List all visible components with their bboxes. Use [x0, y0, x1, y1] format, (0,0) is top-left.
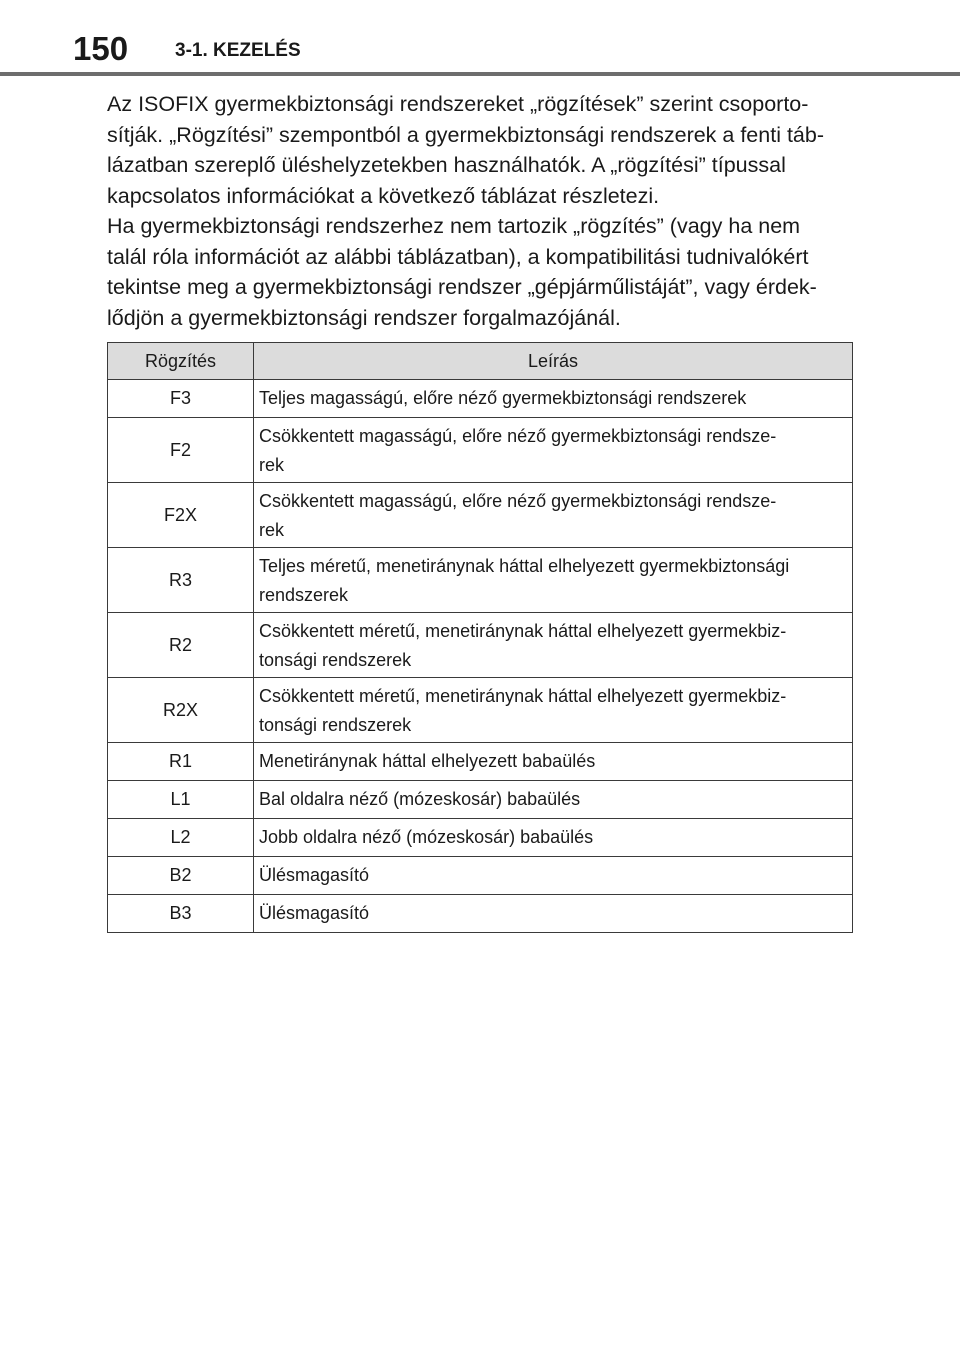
fixture-description: [254, 895, 853, 933]
table-row: [108, 743, 853, 781]
description-line: rendszerek: [259, 585, 349, 605]
fixture-code: L1: [108, 781, 254, 819]
description-line: Teljes magasságú, előre néző gyermekbiztonsági rendszerek: [259, 388, 747, 408]
description-line: tonsági rendszerek: [259, 715, 412, 735]
text-line: sítják. „Rögzítési” szempontból a gyermekbiztonsági rendszerek a fenti táb-: [107, 122, 824, 147]
fixture-description: [254, 483, 853, 548]
fixture-code: L2: [108, 819, 254, 857]
description-line: Csökkentett magasságú, előre néző gyermekbiztonsági rendsze-: [259, 491, 777, 511]
fixture-description: [254, 380, 853, 418]
table-row: [108, 613, 853, 678]
description-line: tonsági rendszerek: [259, 650, 412, 670]
description-line: Bal oldalra néző (mózeskosár) babaülés: [259, 789, 581, 809]
table-row: [108, 548, 853, 613]
fixture-code: R2: [108, 613, 254, 678]
description-line: rek: [259, 455, 285, 475]
fixture-code: B3: [108, 895, 254, 933]
fixture-code: F2X: [108, 483, 254, 548]
fixture-code: F2: [108, 418, 254, 483]
text-line: kapcsolatos információkat a következő táblázat részletezi.: [107, 183, 660, 208]
table-row: [108, 819, 853, 857]
description-line: Ülésmagasító: [259, 903, 370, 923]
column-header-description: Leírás: [254, 343, 853, 380]
page-header: [0, 0, 960, 78]
table-row: [108, 380, 853, 418]
fixture-description: [254, 857, 853, 895]
table-row: [108, 781, 853, 819]
text-line: Az ISOFIX gyermekbiztonsági rendszereket „rögzítések” szerint csoporto-: [107, 92, 809, 116]
fixture-description: [254, 743, 853, 781]
description-line: Csökkentett magasságú, előre néző gyermekbiztonsági rendsze-: [259, 426, 777, 446]
fixture-code: R2X: [108, 678, 254, 743]
text-line: lázatban szereplő üléshelyzetekben használhatók. A „rögzítési” típussal: [107, 153, 786, 177]
table-row: [108, 895, 853, 933]
description-line: Menetiránynak háttal elhelyezett babaülés: [259, 751, 596, 771]
paragraph-1: [107, 89, 867, 211]
text-line: Ha gyermekbiztonsági rendszerhez nem tartozik „rögzítés” (vagy ha nem: [107, 214, 801, 238]
description-line: Csökkentett méretű, menetiránynak háttal elhelyezett gyermekbiz-: [259, 621, 787, 641]
page-number: 150: [73, 30, 129, 67]
text-line: tekintse meg a gyermekbiztonsági rendszer „gépjárműlistáját”, vagy érdek-: [107, 275, 817, 299]
fixture-description: [254, 418, 853, 483]
description-line: Csökkentett méretű, menetiránynak háttal elhelyezett gyermekbiz-: [259, 686, 787, 706]
section-title: 3-1. KEZELÉS: [175, 40, 301, 61]
table-header-row: [108, 343, 853, 380]
fixture-description: [254, 781, 853, 819]
text-line: talál róla információt az alábbi táblázatban), a kompatibilitási tudnivalókért: [107, 244, 809, 269]
fixture-description: [254, 819, 853, 857]
fixture-description: [254, 548, 853, 613]
description-line: Ülésmagasító: [259, 865, 370, 885]
fixture-table: [107, 342, 853, 933]
description-line: Teljes méretű, menetiránynak háttal elhelyezett gyermekbiztonsági: [259, 556, 790, 576]
table-row: [108, 483, 853, 548]
fixture-description: [254, 678, 853, 743]
description-line: rek: [259, 520, 285, 540]
fixture-code: F3: [108, 380, 254, 418]
table-row: [108, 678, 853, 743]
paragraph-2: [107, 211, 867, 333]
fixture-code: R1: [108, 743, 254, 781]
fixture-description: [254, 613, 853, 678]
header-divider: [0, 72, 960, 76]
fixture-code: R3: [108, 548, 254, 613]
description-line: Jobb oldalra néző (mózeskosár) babaülés: [259, 827, 594, 847]
table-row: [108, 418, 853, 483]
column-header-fixture: Rögzítés: [108, 343, 254, 380]
fixture-code: B2: [108, 857, 254, 895]
text-line: lődjön a gyermekbiztonsági rendszer forgalmazójánál.: [107, 305, 621, 330]
body-text: [107, 89, 867, 333]
table-row: [108, 857, 853, 895]
